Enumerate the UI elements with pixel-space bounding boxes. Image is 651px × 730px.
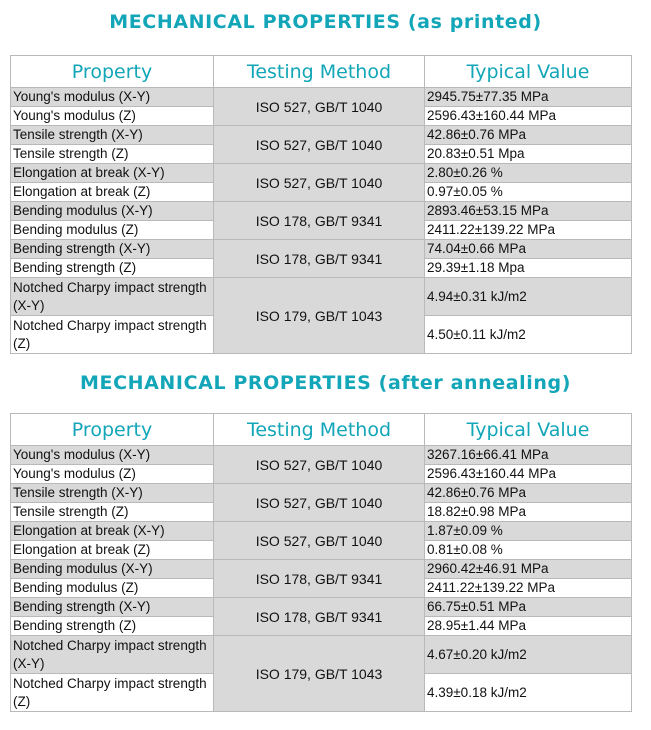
table-row (11, 164, 632, 183)
method-cell: ISO 527, GB/T 1040 (214, 522, 425, 560)
property-cell: Young's modulus (Z) (11, 465, 214, 484)
table-row (11, 484, 632, 503)
value-cell: 4.39±0.18 kJ/m2 (425, 674, 632, 712)
table-header-row (11, 414, 632, 446)
property-cell: Bending modulus (X-Y) (11, 560, 214, 579)
value-cell: 28.95±1.44 MPa (425, 617, 632, 636)
method-cell: ISO 178, GB/T 9341 (214, 202, 425, 240)
properties-table-as-printed (10, 55, 632, 354)
property-cell: Elongation at break (Z) (11, 183, 214, 202)
section-title-after-annealing: MECHANICAL PROPERTIES (after annealing) (79, 372, 571, 394)
properties-table-after-annealing (10, 413, 632, 712)
value-cell: 66.75±0.51 MPa (425, 598, 632, 617)
value-cell: 2411.22±139.22 MPa (425, 221, 632, 240)
value-cell: 2411.22±139.22 MPa (425, 579, 632, 598)
property-cell: Bending strength (X-Y) (11, 240, 214, 259)
table-row (11, 446, 632, 465)
property-cell: Notched Charpy impact strength (X-Y) (11, 636, 214, 674)
property-cell: Notched Charpy impact strength (X-Y) (11, 278, 214, 316)
method-cell: ISO 527, GB/T 1040 (214, 88, 425, 126)
value-cell: 4.50±0.11 kJ/m2 (425, 316, 632, 354)
property-cell: Young's modulus (X-Y) (11, 88, 214, 107)
value-cell: 20.83±0.51 Mpa (425, 145, 632, 164)
property-cell: Bending strength (Z) (11, 259, 214, 278)
table-row (11, 598, 632, 617)
property-cell: Bending strength (X-Y) (11, 598, 214, 617)
property-cell: Bending strength (Z) (11, 617, 214, 636)
header-property: Property (11, 414, 214, 446)
header-testing-method: Testing Method (214, 414, 425, 446)
value-cell: 0.81±0.08 % (425, 541, 632, 560)
value-cell: 2596.43±160.44 MPa (425, 465, 632, 484)
property-cell: Tensile strength (Z) (11, 503, 214, 522)
value-cell: 4.94±0.31 kJ/m2 (425, 278, 632, 316)
method-cell: ISO 179, GB/T 1043 (214, 636, 425, 712)
property-cell: Elongation at break (X-Y) (11, 522, 214, 541)
property-cell: Bending modulus (Z) (11, 221, 214, 240)
table-row (11, 126, 632, 145)
property-cell: Young's modulus (Z) (11, 107, 214, 126)
header-testing-method: Testing Method (214, 56, 425, 88)
value-cell: 3267.16±66.41 MPa (425, 446, 632, 465)
method-cell: ISO 527, GB/T 1040 (214, 446, 425, 484)
method-cell: ISO 527, GB/T 1040 (214, 126, 425, 164)
header-typical-value: Typical Value (425, 414, 632, 446)
property-cell: Bending modulus (Z) (11, 579, 214, 598)
value-cell: 4.67±0.20 kJ/m2 (425, 636, 632, 674)
table-row (11, 636, 632, 674)
value-cell: 0.97±0.05 % (425, 183, 632, 202)
property-cell: Tensile strength (Z) (11, 145, 214, 164)
value-cell: 1.87±0.09 % (425, 522, 632, 541)
property-cell: Elongation at break (X-Y) (11, 164, 214, 183)
value-cell: 42.86±0.76 MPa (425, 484, 632, 503)
method-cell: ISO 178, GB/T 9341 (214, 240, 425, 278)
value-cell: 2960.42±46.91 MPa (425, 560, 632, 579)
method-cell: ISO 527, GB/T 1040 (214, 164, 425, 202)
table-row (11, 88, 632, 107)
method-cell: ISO 179, GB/T 1043 (214, 278, 425, 354)
value-cell: 18.82±0.98 MPa (425, 503, 632, 522)
section-title-as-printed: MECHANICAL PROPERTIES (as printed) (109, 11, 542, 33)
table-row (11, 202, 632, 221)
table-row (11, 240, 632, 259)
header-typical-value: Typical Value (425, 56, 632, 88)
method-cell: ISO 178, GB/T 9341 (214, 598, 425, 636)
property-cell: Tensile strength (X-Y) (11, 484, 214, 503)
property-cell: Notched Charpy impact strength (Z) (11, 316, 214, 354)
method-cell: ISO 178, GB/T 9341 (214, 560, 425, 598)
property-cell: Young's modulus (X-Y) (11, 446, 214, 465)
value-cell: 2596.43±160.44 MPa (425, 107, 632, 126)
property-cell: Bending modulus (X-Y) (11, 202, 214, 221)
table-row (11, 278, 632, 316)
property-cell: Elongation at break (Z) (11, 541, 214, 560)
value-cell: 29.39±1.18 Mpa (425, 259, 632, 278)
table-row (11, 560, 632, 579)
property-cell: Notched Charpy impact strength (Z) (11, 674, 214, 712)
table-header-row (11, 56, 632, 88)
value-cell: 74.04±0.66 MPa (425, 240, 632, 259)
value-cell: 2893.46±53.15 MPa (425, 202, 632, 221)
header-property: Property (11, 56, 214, 88)
table-row (11, 522, 632, 541)
property-cell: Tensile strength (X-Y) (11, 126, 214, 145)
method-cell: ISO 527, GB/T 1040 (214, 484, 425, 522)
value-cell: 42.86±0.76 MPa (425, 126, 632, 145)
value-cell: 2.80±0.26 % (425, 164, 632, 183)
value-cell: 2945.75±77.35 MPa (425, 88, 632, 107)
